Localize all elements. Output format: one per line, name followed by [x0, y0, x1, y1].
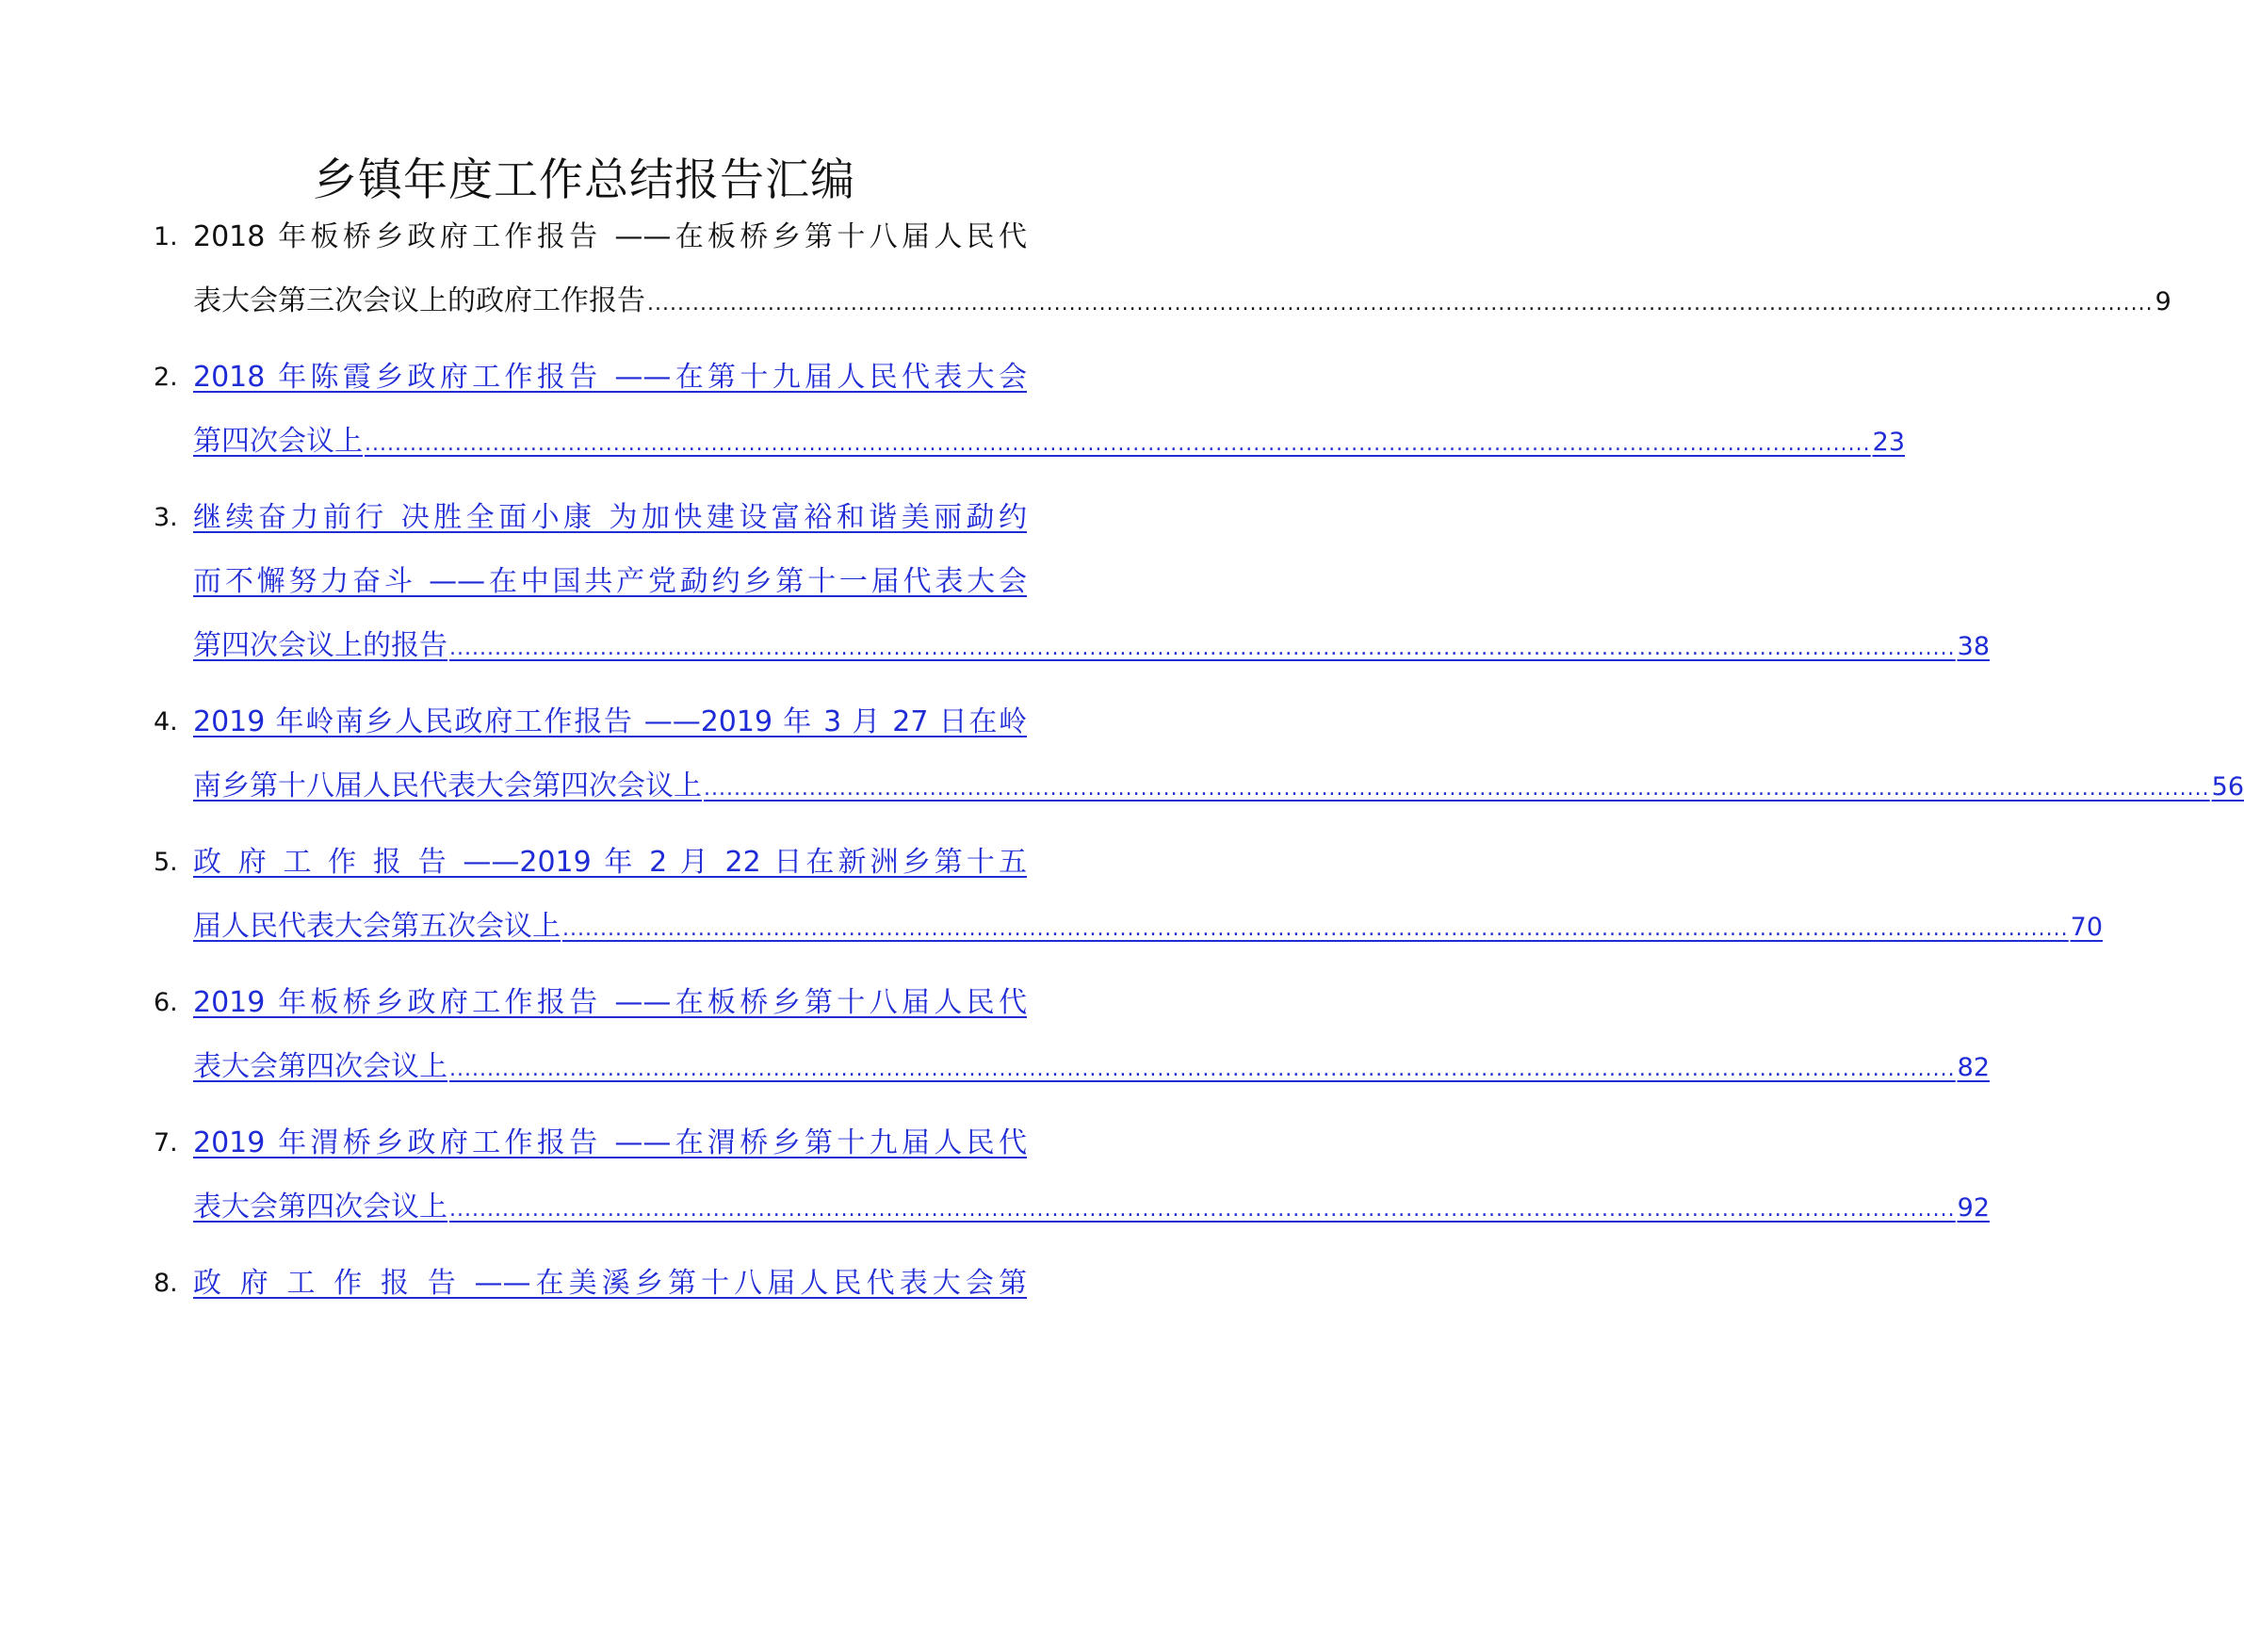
toc-entry-link-last-line[interactable] [193, 1039, 1990, 1095]
toc-entry-number: 7. [154, 1128, 178, 1158]
toc-page-number: 9 [2155, 287, 2171, 316]
toc-entry-line: 2018 年板桥乡政府工作报告 ——在板桥乡第十八届人民代 [193, 220, 1027, 253]
toc-entry-link-last-line[interactable] [193, 413, 1905, 470]
toc-entry-number: 6. [154, 988, 178, 1017]
toc-leader-dots[interactable]: ........................................................................................................................................................................................................ [562, 917, 2069, 941]
toc-entry-text[interactable]: 表大会第四次会议上 [193, 1050, 447, 1083]
toc-entry-last-line [193, 273, 2171, 330]
toc-entry-link-line[interactable]: 2018 年陈霞乡政府工作报告 ——在第十九届人民代表大会 [193, 361, 1027, 394]
toc-page-number[interactable]: 38 [1957, 632, 1990, 661]
toc-leader-dots[interactable]: ........................................................................................................................................................................................................ [704, 777, 2210, 801]
toc-entry-number: 3. [154, 503, 178, 532]
toc-entry-number: 5. [154, 848, 178, 877]
toc-entry-text: 表大会第三次会议上的政府工作报告 [193, 284, 645, 317]
toc-entry-link-last-line[interactable] [193, 899, 2103, 955]
toc-leader-dots: ........................................................................................................................................................................................................ [647, 292, 2154, 316]
toc-leader-dots[interactable]: ........................................................................................................................................................................................................ [449, 637, 1956, 660]
toc-leader-dots[interactable]: ........................................................................................................................................................................................................ [449, 1058, 1956, 1081]
toc-entry-text[interactable]: 第四次会议上的报告 [193, 629, 447, 662]
toc-leader-dots[interactable]: ........................................................................................................................................................................................................ [365, 432, 1871, 456]
toc-page-number[interactable]: 82 [1957, 1053, 1990, 1082]
toc-entry-link-line[interactable]: 2019 年渭桥乡政府工作报告 ——在渭桥乡第十九届人民代 [193, 1126, 1027, 1159]
toc-entry-text[interactable]: 表大会第四次会议上 [193, 1190, 447, 1223]
toc-entry-link-last-line[interactable] [193, 618, 1990, 674]
toc-entry-text[interactable]: 届人民代表大会第五次会议上 [193, 910, 561, 943]
toc-entry-number: 8. [154, 1269, 178, 1298]
toc-entry-text[interactable]: 第四次会议上 [193, 425, 363, 458]
toc-entry-number: 2. [154, 363, 178, 392]
toc-entry-link-last-line[interactable] [193, 758, 2244, 815]
toc-page-number[interactable]: 92 [1957, 1193, 1990, 1223]
toc-entry-link-line[interactable]: 政 府 工 作 报 告 ——在美溪乡第十八届人民代表大会第 [193, 1267, 1027, 1300]
toc-page-number[interactable]: 56 [2211, 772, 2244, 802]
toc-page-number[interactable]: 70 [2070, 913, 2103, 942]
toc-entry-number: 4. [154, 707, 178, 737]
toc-entry-link-line[interactable]: 继续奋力前行 决胜全面小康 为加快建设富裕和谐美丽勐约 [193, 501, 1027, 534]
toc-entry-link-line[interactable]: 政 府 工 作 报 告 ——2019 年 2 月 22 日在新洲乡第十五 [193, 846, 1027, 879]
page-title: 乡镇年度工作总结报告汇编 [313, 154, 855, 206]
toc-leader-dots[interactable]: ........................................................................................................................................................................................................ [449, 1198, 1956, 1222]
toc-entry-link-last-line[interactable] [193, 1179, 1990, 1236]
toc-entry-link-line[interactable]: 2019 年岭南乡人民政府工作报告 ——2019 年 3 月 27 日在岭 [193, 705, 1027, 738]
toc-entry-number: 1. [154, 222, 178, 251]
toc-page-number[interactable]: 23 [1872, 428, 1905, 457]
toc-entry-link-line[interactable]: 而不懈努力奋斗 ——在中国共产党勐约乡第十一届代表大会 [193, 565, 1027, 598]
toc-entry-link-line[interactable]: 2019 年板桥乡政府工作报告 ——在板桥乡第十八届人民代 [193, 986, 1027, 1019]
toc-entry-text[interactable]: 南乡第十八届人民代表大会第四次会议上 [193, 769, 702, 802]
